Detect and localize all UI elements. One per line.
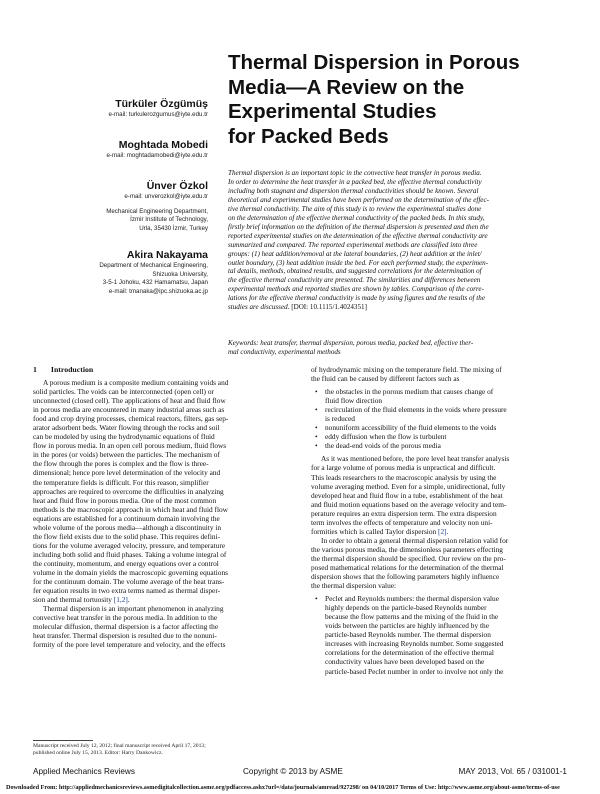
body-text: . [446, 526, 449, 536]
body-line [33, 523, 286, 532]
body-line: the fluid can be caused by different factors such as [311, 374, 460, 384]
title-line: Experimental Studies [228, 100, 437, 123]
author [18, 180, 208, 234]
page-footer [33, 767, 567, 777]
body-line [311, 482, 567, 491]
body-text: for a large volume of porous media is unpractical and difficult. [311, 463, 496, 473]
author-affiliation: Department of Mechanical Engineering, [99, 262, 208, 269]
footnote-line: Manuscript received July 12, 2012; final manuscript received April 17, 2013; [33, 743, 206, 749]
section-title: Introduction [50, 365, 94, 374]
body-line [33, 514, 286, 523]
body-text: In order to obtain a general thermal dispersion relation valid for [321, 535, 509, 545]
author-name: Moghtada Mobedi [118, 139, 208, 151]
body-line [33, 604, 286, 613]
abstract-line [228, 276, 567, 285]
doi: [DOI: 10.1115/1.4024351] [291, 303, 367, 312]
body-text: posed mathematical relations for the determination of the thermal [311, 562, 504, 572]
copyright: Copyright © 2013 by ASME [243, 767, 343, 776]
section-heading [33, 365, 93, 375]
body-line [33, 496, 286, 505]
body-text: . [127, 595, 130, 605]
body-text: solid particles. The voids can be interconnected (open cell) or [33, 387, 214, 397]
abstract-line [228, 250, 567, 259]
bullet-text: because the flow patterns and the mixing of the fluid in the [325, 612, 499, 622]
body-line [33, 640, 286, 649]
body-column-left [33, 378, 286, 649]
body-text: volume in the domain yields the macroscopic governing equations [33, 567, 228, 577]
abstract-line [228, 196, 567, 205]
title-line: for Packed Beds [228, 124, 389, 148]
abstract-line [228, 241, 567, 250]
body-line [311, 527, 567, 536]
footnote-line: published online July 15, 2013. Editor: Harry Dankowicz. [33, 750, 163, 757]
author-name: Türküler Özgümüş [115, 98, 208, 110]
body-text: formities which is called Taylor dispersion [311, 526, 439, 536]
body-text: formity of the pore level temperature and velocity, and the effects [33, 640, 226, 650]
body-line [33, 396, 286, 405]
body-line [311, 545, 567, 554]
abstract-text: summarized and compared. The reported experimental methods are classified into three [228, 240, 478, 249]
body-text: the continuity, momentum, and energy equations over a control [33, 558, 219, 568]
bullet-text: particle-based Reynolds number. The thermal dispersion [325, 630, 491, 640]
body-line [311, 509, 567, 518]
body-text: molecular diffusion, thermal dispersion is a factor affecting the [33, 622, 219, 632]
keywords-line: mal conductivity, experimental methods [228, 348, 341, 356]
bullet-marker: • [315, 594, 318, 604]
abstract-line [228, 187, 567, 196]
body-line [311, 554, 567, 563]
body-line [33, 541, 286, 550]
body-text: unconnected (closed cell). The applications of heat and fluid flow [33, 396, 226, 406]
abstract-text: studies are discussed. [228, 303, 290, 312]
body-line [311, 518, 567, 527]
author-affiliation: Urla, 35430 İzmir, Turkey [139, 225, 208, 233]
body-text: term involves the effects of temperature and velocity non uni- [311, 517, 493, 527]
citation-link[interactable]: [1,2] [113, 595, 128, 605]
body-line [311, 536, 567, 545]
body-line [33, 613, 286, 622]
author-email: e-mail: unverozkol@iyte.edu.tr [124, 193, 208, 200]
abstract-text: In order to determine the heat transfer in a packed bed, the effective thermal conductivity [228, 177, 482, 186]
body-line [33, 378, 286, 387]
bullet-text: the obstacles in the porous medium that causes change of [325, 387, 494, 397]
author [18, 139, 208, 161]
keywords [228, 339, 567, 357]
body-line [33, 631, 286, 640]
bullet-text: nonuniform accessibility of the fluid elements to the voids [325, 423, 497, 433]
bullet-text: highly depends on the particle-based Reynolds number [325, 603, 487, 613]
body-line [33, 487, 286, 496]
download-notice: Downloaded From: http://appliedmechanicsreviews.asmedigitalcollection.asme.org/pdfaccess.ashx?url=/data/journals/amread/927298/ on 04/10/2017 Terms of Use: http://www.asme.org/about-asme/terms-of-use [6, 784, 560, 791]
abstract-text: tal details, methods, obtained results, and suggested correlations for the determination of [228, 267, 482, 276]
body-line [33, 586, 286, 595]
bullet-item [311, 432, 567, 441]
bullet-item [311, 594, 567, 675]
body-line [311, 500, 567, 509]
abstract-line [228, 214, 567, 223]
body-line [311, 581, 567, 590]
abstract-text: the effective thermal conductivity are presented. The similarities and differences between [228, 276, 481, 285]
abstract-line [228, 303, 567, 312]
body-line [33, 414, 286, 423]
author-affiliation: Shizuoka University, [152, 270, 208, 278]
keywords-line: Keywords: heat transfer, thermal dispersion, porous media, packed bed, effective ther- [228, 339, 474, 347]
title-line: Thermal Dispersion in Porous [228, 51, 520, 74]
bullet-item [311, 423, 567, 432]
body-line [33, 459, 286, 468]
abstract-line [228, 232, 567, 241]
body-text: This leads researchers to the macroscopic analysis by using the [311, 472, 497, 482]
body-line [33, 423, 286, 432]
bullet-text: is reduced [325, 414, 355, 424]
body-line [311, 572, 567, 581]
body-text: the thermal dispersion value: [311, 581, 397, 591]
body-text: the flow field exists due to the solid phase. This requires defini- [33, 531, 221, 541]
body-text: food and crop drying processes, chemical reactors, filters, gas sep- [33, 414, 229, 424]
body-text: As it was mentioned before, the pore level heat transfer analysis [321, 454, 510, 464]
body-line [33, 577, 286, 586]
body-line [311, 491, 567, 500]
body-line [33, 595, 286, 604]
citation-link[interactable]: [2] [438, 526, 447, 536]
body-text: heat transfer. Thermal dispersion is resulted due to the nonuni- [33, 631, 217, 641]
abstract-text: firstly brief information on the definition of the thermal dispersion is presented and then the [228, 222, 489, 231]
title-line: Media—A Review on the [228, 75, 465, 99]
body-text: the temperature fields is difficult. For this reason, simplifier [33, 477, 209, 487]
author-affiliation: İzmir Institute of Technology, [130, 216, 208, 224]
abstract-line [228, 205, 567, 214]
body-text: A porous medium is a composite medium containing voids and [43, 378, 229, 387]
bullet-marker: • [315, 432, 318, 442]
body-line [33, 405, 286, 414]
body-text: can be modeled by using the hydrodynamic equations of fluid [33, 432, 215, 442]
bullet-list [311, 594, 567, 675]
bullet-text: the dead-end voids of the porous media [325, 441, 441, 451]
body-text: dispersion shows that the following parameters highly influence [311, 572, 500, 582]
bullet-marker: • [315, 423, 318, 433]
body-text: dimensional; hence pore level determination of the velocity and [33, 468, 221, 478]
body-line [311, 563, 567, 572]
bullet-item [311, 441, 567, 450]
body-line [33, 478, 286, 487]
body-text: in porous media are encountered in many industrial areas such as [33, 405, 225, 415]
abstract-line [228, 267, 567, 276]
body-text: the thermal dispersion should be specified. Our review on the pro- [311, 553, 506, 563]
journal-name: Applied Mechanics Reviews [33, 767, 135, 776]
body-text: for the continuum domain. The volume average of the heat trans- [33, 577, 225, 587]
author-affiliation: 3-5-1 Johoku, 432 Hamamatsu, Japan [102, 279, 208, 287]
body-line [33, 559, 286, 568]
body-line [33, 450, 286, 459]
author-name: Ünver Özkol [146, 180, 208, 192]
body-text: sion and thermal tortuosity [33, 595, 114, 605]
body-text: fer equation results in two extra terms named as thermal disper- [33, 586, 221, 596]
body-line [311, 454, 567, 463]
abstract-text: outlet boundary, (3) heat addition inside the bed. For each performed study, the experimen- [228, 258, 489, 267]
abstract-text: experimental methods and reported studies are shown by tables. Comparison of the corre- [228, 285, 484, 294]
body-line [33, 532, 286, 541]
abstract-line [228, 259, 567, 268]
body-text: arator adsorbent beds. Water flowing through the rocks and soil [33, 423, 220, 433]
abstract-line [228, 285, 567, 294]
bullet-text: increases with increasing Reynolds number. Some suggested [325, 639, 504, 649]
bullet-marker: • [315, 387, 318, 397]
author-affiliation: Mechanical Engineering Department, [106, 207, 208, 215]
body-line [33, 387, 286, 396]
body-text: convective heat transfer in the porous media. In addition to the [33, 613, 218, 623]
abstract-line [228, 223, 567, 232]
bullet-item [311, 387, 567, 405]
author-email: e-mail: turkulerozgumus@iyte.edu.tr [108, 111, 208, 118]
body-column-right [311, 365, 567, 676]
body-text: in the pores (or voids) between the particles. The mechanism of [33, 450, 220, 460]
body-line [33, 468, 286, 477]
author-email: e-mail: tmanaka@ipc.shizuoka.ac.jp [108, 288, 208, 296]
bullet-text: correlations for the determination of the effective thermal [325, 648, 494, 658]
body-text: developed heat and fluid flow in a tube, establishment of the heat [311, 490, 503, 500]
body-text: perature requires an extra dispersion term. The extra dispersion [311, 508, 497, 518]
bullet-list [311, 387, 567, 450]
body-line [311, 463, 567, 472]
abstract-line [228, 294, 567, 303]
bullet-marker: • [315, 405, 318, 415]
body-line: of hydrodynamic mixing on the temperature field. The mixing of [311, 365, 502, 374]
author-name: Akira Nakayama [126, 249, 208, 261]
issue-info: MAY 2013, Vol. 65 / 031001-1 [458, 767, 567, 776]
footnote-rule [33, 740, 93, 741]
bullet-marker: • [315, 441, 318, 451]
abstract-line [228, 178, 567, 187]
abstract-text: lations for the effective thermal conductivity is made by using figures and the results of the [228, 294, 485, 303]
body-line [33, 550, 286, 559]
body-text: tions for the volume averaged velocity, pressure, and temperature [33, 540, 226, 550]
body-line [33, 432, 286, 441]
author-email: e-mail: moghtadamobedi@iyte.edu.tr [106, 152, 208, 159]
body-text: the flow through the pores is complex and the flow is three- [33, 459, 209, 469]
abstract [228, 169, 567, 312]
body-text: methods is the macroscopic approach in which heat and fluid flow [33, 504, 228, 514]
abstract-text: including both stagnant and dispersion thermal conductivities should be known. Several [228, 186, 479, 195]
body-text: including both solid and fluid phases. Taking a volume integral of [33, 549, 227, 559]
bullet-text: particle-based Peclet number in order to involve not only the [325, 666, 504, 676]
body-text: whole volume of the porous media—although a discontinuity in [33, 522, 222, 532]
body-line [33, 441, 286, 450]
section-number: 1 [33, 365, 37, 374]
bullet-item [311, 405, 567, 423]
paper-title [228, 51, 568, 149]
bullet-text: conductivity values have been developed based on the [325, 657, 485, 667]
bullet-text: voids between the particles are highly influenced by the [325, 621, 489, 631]
footnote [33, 743, 286, 758]
abstract-text: groups: (1) heat addition/removal at the lateral boundaries, (2) heat addition at the inlet/ [228, 249, 482, 258]
bullet-text: Peclet and Reynolds numbers: the thermal dispersion value [325, 594, 499, 604]
author [18, 249, 208, 297]
body-text: Thermal dispersion is an important phenomenon in analyzing [43, 604, 224, 614]
body-text: the various porous media, the dimensionless parameters effecting [311, 544, 503, 554]
body-text: volume averaging method. Even for a simple, unidirectional, fully [311, 481, 506, 491]
body-line [33, 568, 286, 577]
abstract-text: theoretical and experimental studies have been performed on the determination of the effec- [228, 195, 489, 204]
abstract-text: tive thermal conductivity. The aim of this study is to review the experimental studies done [228, 204, 482, 213]
body-text: approaches are required to overcome the difficulties in analyzing [33, 486, 224, 496]
abstract-text: on the determination of the effective thermal conductivity of the packed beds. In this study, [228, 213, 485, 222]
bullet-text: eddy diffusion when the flow is turbulent [325, 432, 447, 442]
abstract-line [228, 169, 567, 178]
body-line [311, 473, 567, 482]
bullet-text: fluid flow direction [325, 396, 383, 406]
body-text: and fluid motion equations based on the average velocity and tem- [311, 499, 507, 509]
body-text: equations are established for a continuum domain involving the [33, 513, 220, 523]
body-line [33, 622, 286, 631]
body-text: flow in porous media. In an open cell porous medium, fluid flows [33, 441, 227, 451]
body-text: heat and fluid flow in porous media. One of the most common [33, 495, 217, 505]
author [18, 98, 208, 120]
bullet-text: recirculation of the fluid elements in the voids where pressure [325, 405, 507, 415]
abstract-text: reported experimental studies on the determination of the effective thermal conductivity are [228, 231, 488, 240]
body-line [33, 505, 286, 514]
abstract-text: Thermal dispersion is an important topic in the convective heat transfer in porous media. [228, 169, 482, 177]
